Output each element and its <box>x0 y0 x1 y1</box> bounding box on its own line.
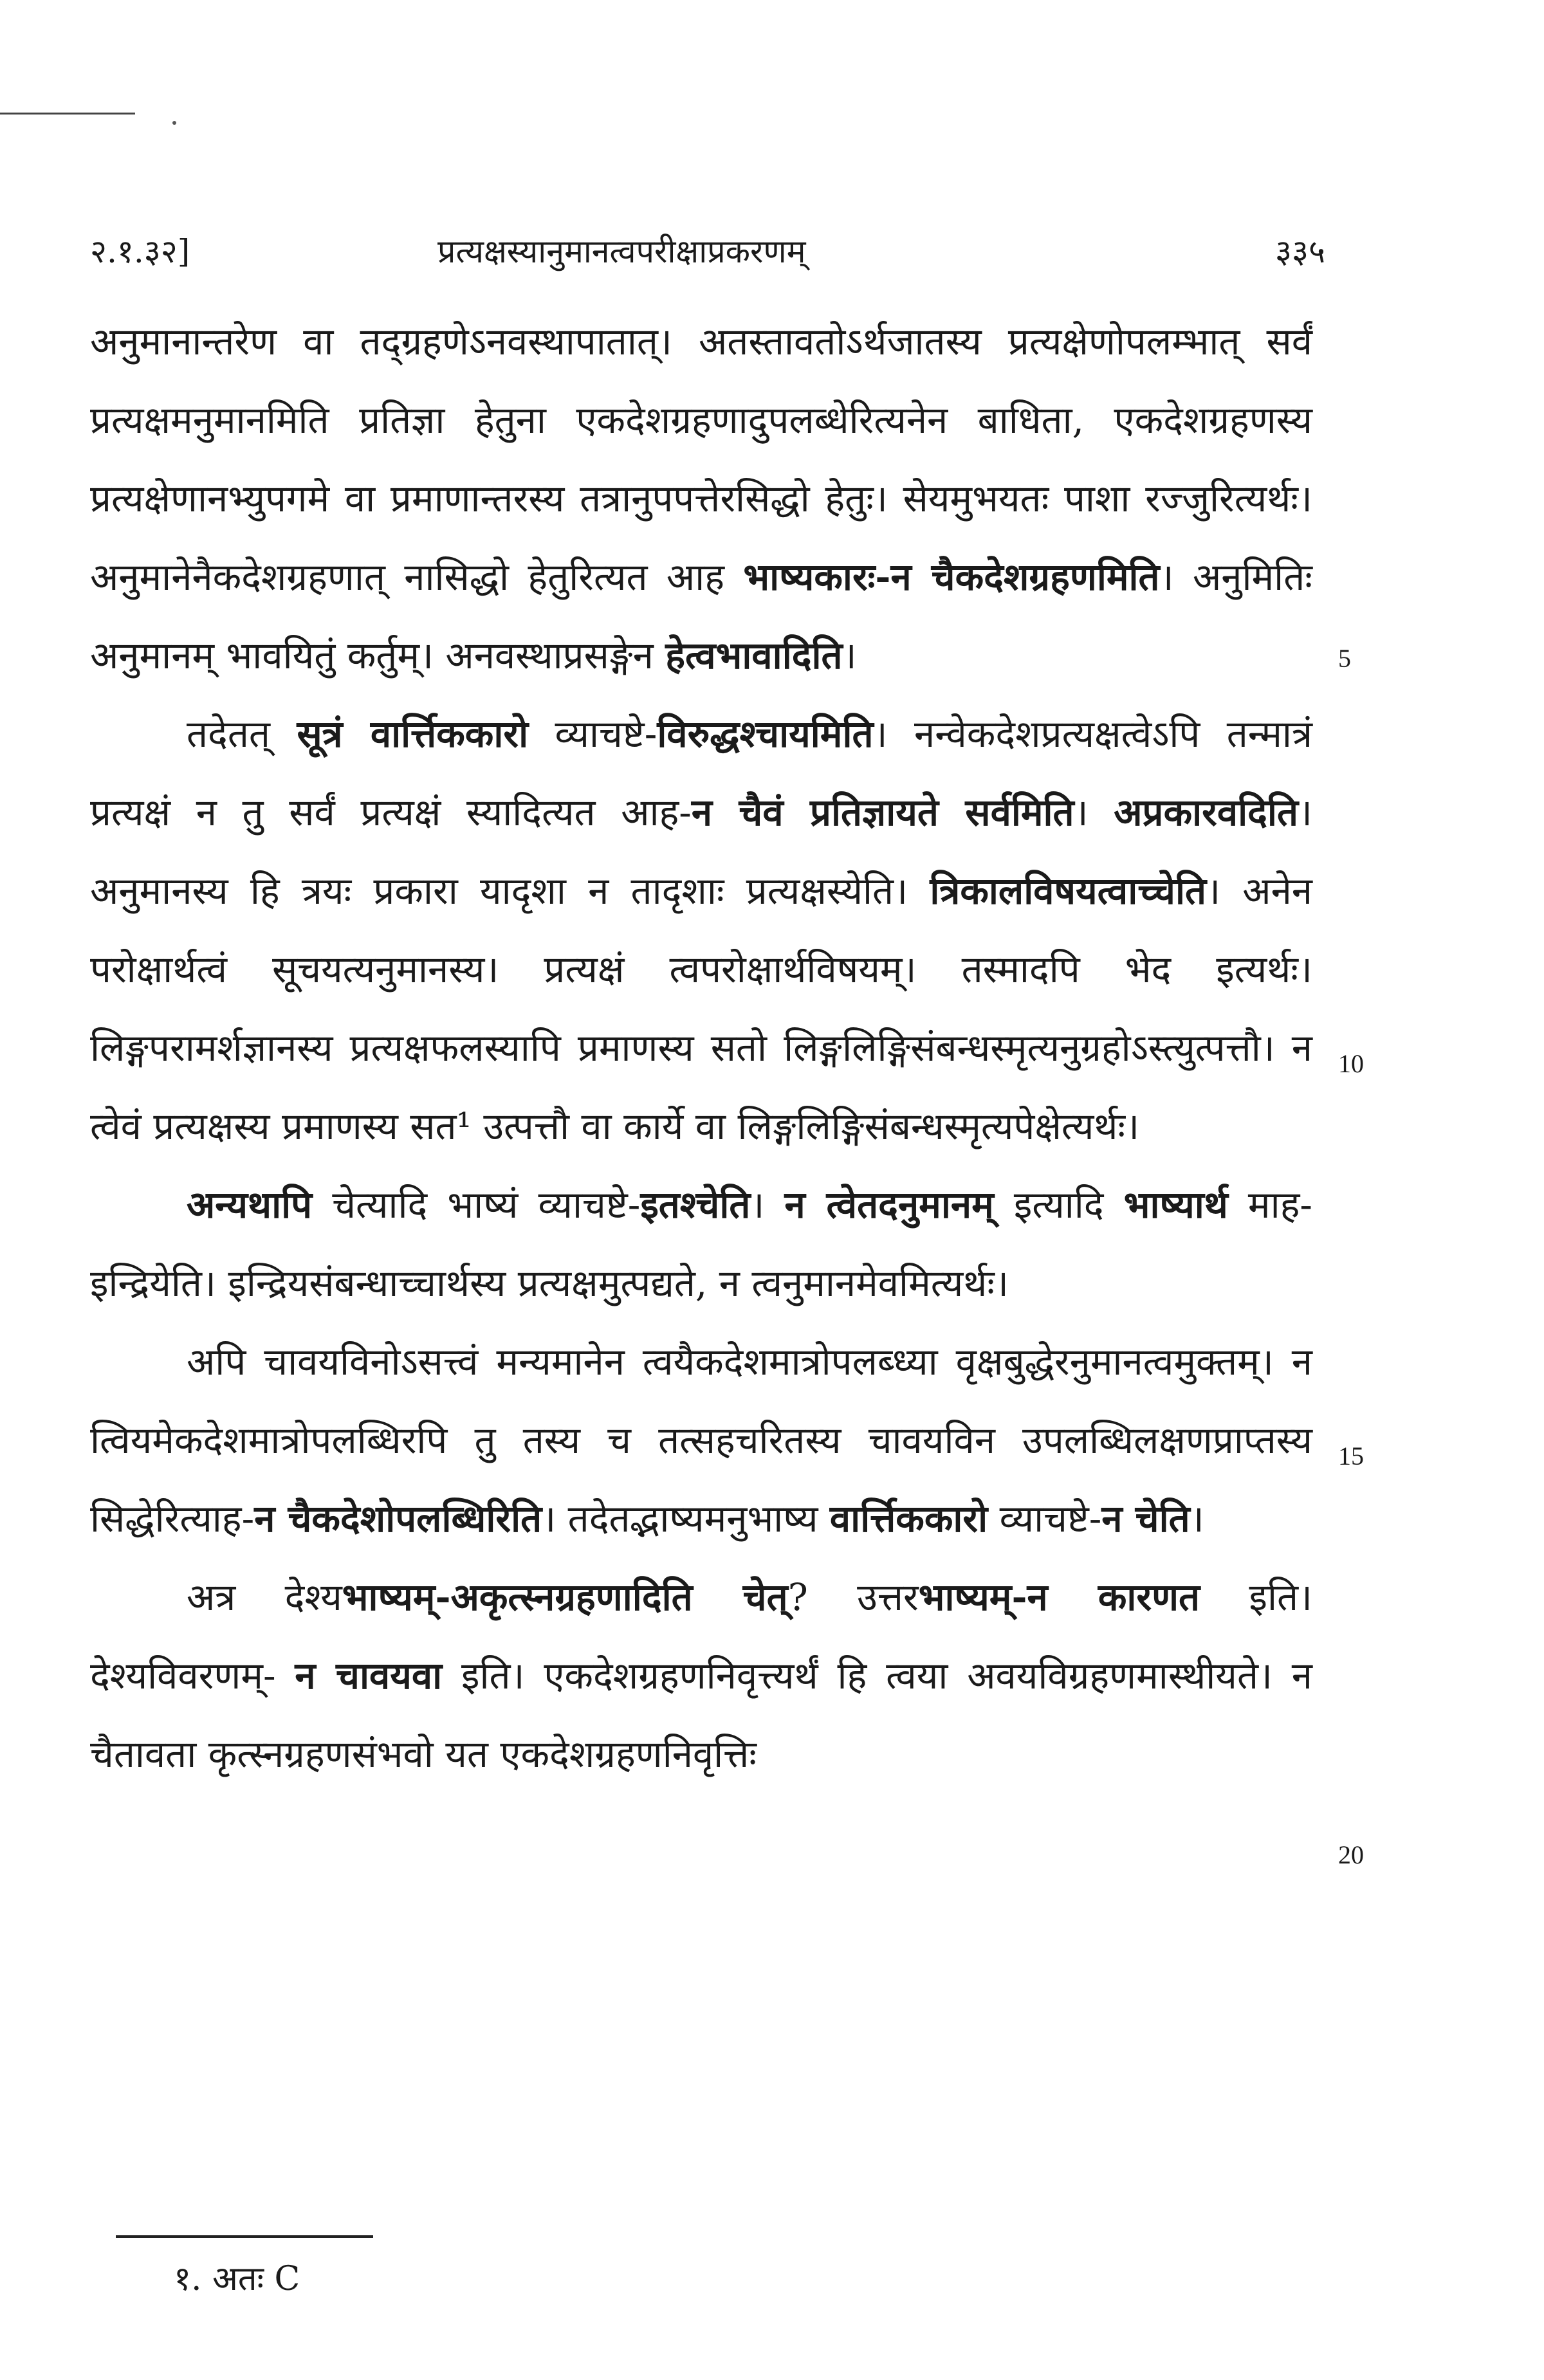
text-run: तदेतत् <box>187 712 297 756</box>
bold-term: भाष्यकारः-न चैकदेशग्रहणमिति <box>743 555 1160 599</box>
section-reference: २.१.३२] <box>90 233 190 270</box>
paragraph <box>90 1558 1312 1793</box>
text-run: । अनेन परोक्षार्थत्वं सूचयत्यनुमानस्य। प्रत्यक्षं त्वपरोक्षार्थविषयम्। तस्मादपि भेद इत्यर्थः। लिङ्गपरामर्शज्ञानस्य प्रत्यक्षफलस्यापि प्रमाणस्य सतो लिङ्गलिङ्गिसंबन्धस्मृत्यनुग्रहोऽस्त्युत्पत्तौ। न त्वेवं प्रत्यक्षस्य प्रमाणस्य सत¹ उत्पत्तौ वा कार्ये वा लिङ्गलिङ्गिसंबन्धस्मृत्यपेक्षेत्यर्थः। <box>90 869 1312 1148</box>
bold-term: सूत्रं वार्त्तिककारो <box>297 712 529 756</box>
text-run: इति। देश्यविवरणम्- <box>90 1575 1313 1698</box>
bold-term: विरुद्धश्चायमिति <box>657 712 874 756</box>
text-run: । <box>842 634 857 677</box>
bold-term: न त्वेतदनुमानम् <box>784 1183 994 1227</box>
line-number: 20 <box>1338 1840 1364 1869</box>
text-run: । <box>1074 791 1114 834</box>
line-number: 5 <box>1338 644 1351 673</box>
scan-artifact-dot <box>172 121 176 125</box>
text-run: । नन्वेकदेशप्रत्यक्षत्वेऽपि तन्मात्रं प्रत्यक्षं न तु सर्वं प्रत्यक्षं स्यादित्यत आह- <box>90 712 1312 834</box>
paragraph <box>90 1166 1312 1323</box>
page-number: ३३५ <box>1275 233 1325 270</box>
bold-term: न चैकदेशोपलब्धिरिति <box>254 1497 542 1541</box>
bold-term: भाष्यार्थ <box>1123 1183 1228 1227</box>
line-number-margin <box>1338 0 1402 2187</box>
footnote-rule <box>116 2235 373 2238</box>
text-run: माह-इन्द्रियेति। इन्द्रियसंबन्धाच्चार्थस्य प्रत्यक्षमुत्पद्यते, न त्वनुमानमेवमित्यर्थः। <box>90 1183 1312 1305</box>
text-run: चेत्यादि भाष्यं व्याचष्टे- <box>312 1183 641 1227</box>
footnote: १. अतः C <box>174 2260 300 2298</box>
bold-term: इतश्चेति <box>640 1183 751 1227</box>
bold-term: अन्यथापि <box>187 1183 313 1227</box>
text-run: अत्र देश्य <box>187 1575 342 1619</box>
text-run: । <box>750 1183 785 1227</box>
paragraph <box>90 302 1312 695</box>
bold-term: न चावयवा <box>295 1654 443 1698</box>
text-run: । तदेतद्भाष्यमनुभाष्य <box>542 1497 830 1541</box>
bold-term: वार्त्तिककारो <box>829 1497 988 1541</box>
paragraph <box>90 695 1312 1166</box>
line-number: 10 <box>1338 1049 1364 1078</box>
text-run: व्याचष्टे- <box>988 1497 1102 1541</box>
text-run: इत्यादि <box>993 1183 1124 1227</box>
text-run: इति। एकदेशग्रहणनिवृत्त्यर्थं हि त्वया अवयविग्रहणमास्थीयते। न चैतावता कृत्स्नग्रहणसंभवो यत एकदेशग्रहणनिवृत्तिः <box>90 1654 1312 1776</box>
bold-term: त्रिकालविषयत्वाच्चेति <box>930 869 1207 913</box>
paragraph <box>90 1323 1312 1558</box>
bold-term: न चैवं प्रतिज्ञायते सर्वमिति <box>691 791 1074 834</box>
text-run: अपि चावयविनोऽसत्त्वं मन्यमानेन त्वयैकदेशमात्रोपलब्ध्या वृक्षबुद्धेरनुमानत्वमुक्तम्। न त्वियमेकदेशमात्रोपलब्धिरपि तु तस्य च तत्सहचरितस्य चावयविन उपलब्धिलक्षणप्राप्तस्य सिद्धेरित्याह- <box>90 1340 1312 1541</box>
text-run: । <box>1190 1497 1204 1541</box>
text-run: । अनुमानस्य हि त्रयः प्रकारा यादृशा न तादृशाः प्रत्यक्षस्येति। <box>90 791 1312 913</box>
text-run: अनुमानान्तरेण वा तद्ग्रहणेऽनवस्थापातात्। अतस्तावतोऽर्थजातस्य प्रत्यक्षेणोपलम्भात् सर्वं प्रत्यक्षमनुमानमिति प्रतिज्ञा हेतुना एकदेशग्रहणादुपलब्धेरित्यनेन बाधिता, एकदेशग्रहणस्य प्रत्यक्षेणानभ्युपगमे वा प्रमाणान्तरस्य तत्रानुपपत्तेरसिद्धो हेतुः। सेयमुभयतः पाशा रज्जुरित्यर्थः। अनुमानेनैकदेशग्रहणात् नासिद्धो हेतुरित्यत आह <box>90 320 1312 599</box>
page-header <box>90 228 1325 280</box>
bold-term: न चेति <box>1101 1497 1190 1541</box>
running-title: प्रत्यक्षस्यानुमानत्वपरीक्षाप्रकरणम् <box>437 233 806 270</box>
bold-term: अप्रकारवदिति <box>1114 791 1299 834</box>
line-number: 15 <box>1338 1442 1364 1470</box>
text-run: । अनुमितिः अनुमानम् भावयितुं कर्तुम्। अनवस्थाप्रसङ्गेन <box>90 555 1312 677</box>
bold-term: हेत्वभावादिति <box>665 634 843 677</box>
main-text <box>90 302 1312 1793</box>
text-run: व्याचष्टे- <box>528 712 657 756</box>
bold-term: भाष्यम्-अकृत्स्नग्रहणादिति चेत् <box>342 1575 788 1619</box>
bold-term: भाष्यम्-न कारणत <box>918 1575 1200 1619</box>
text-run: ? उत्तर <box>787 1575 919 1619</box>
scan-artifact-line <box>0 113 135 114</box>
